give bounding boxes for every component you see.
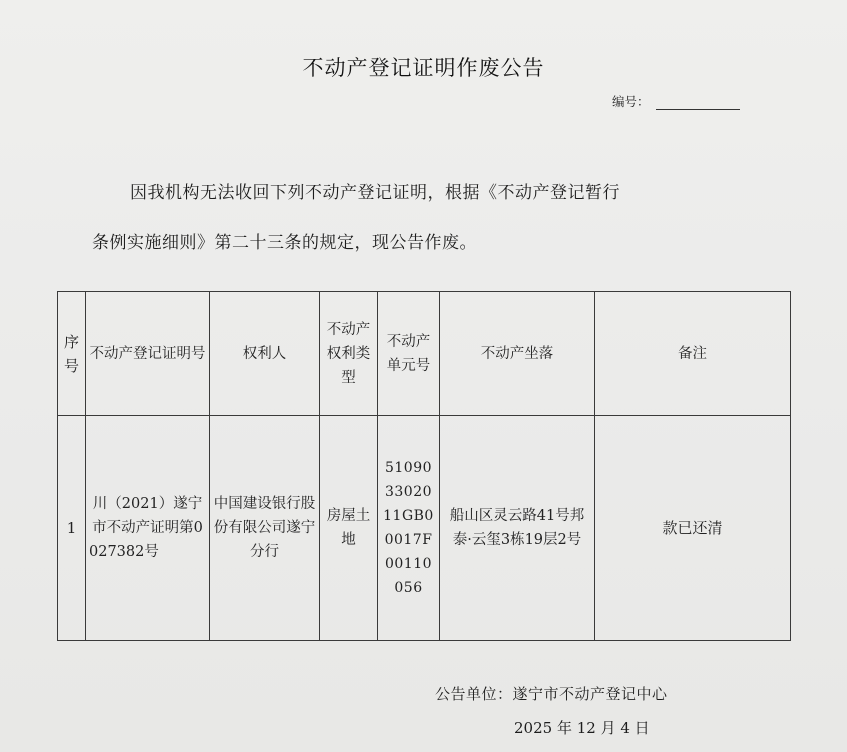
cell-seq: 1 [58, 416, 86, 641]
header-right-type: 不动产权利类型 [320, 292, 378, 416]
notice-body-text-1: 因我机构无法收回下列不动产登记证明，根据《不动产登记暂行 [130, 183, 620, 203]
document-number-label: 编号： [612, 94, 650, 109]
cell-right-type: 房屋土地 [320, 416, 378, 641]
notice-body-line-1 [92, 165, 762, 221]
cell-remark: 款已还清 [595, 416, 791, 641]
header-remark: 备注 [595, 292, 791, 416]
header-holder: 权利人 [210, 292, 320, 416]
voided-certificates-table [57, 291, 791, 641]
notice-body-line-2: 条例实施细则》第二十三条的规定，现公告作废。 [92, 233, 477, 253]
issuing-authority: 公告单位：遂宁市不动产登记中心 [435, 685, 668, 703]
document-number-blank [656, 95, 740, 110]
table-header-row [58, 292, 791, 416]
header-cert-no: 不动产登记证明号 [86, 292, 210, 416]
notice-date: 2025 年 12 月 4 日 [514, 719, 650, 737]
table-row [58, 416, 791, 641]
header-location: 不动产坐落 [440, 292, 595, 416]
cell-holder: 中国建设银行股份有限公司遂宁分行 [210, 416, 320, 641]
cell-cert-no: 川（2021）遂宁市不动产证明第0027382号 [86, 416, 210, 641]
notice-title: 不动产登记证明作废公告 [302, 56, 545, 80]
header-seq: 序号 [58, 292, 86, 416]
cell-location: 船山区灵云路41号邦泰·云玺3栋19层2号 [440, 416, 595, 641]
header-unit-no: 不动产单元号 [378, 292, 440, 416]
document-number [612, 92, 740, 110]
cell-unit-no: 510903302011GB00017F00110056 [378, 416, 440, 641]
